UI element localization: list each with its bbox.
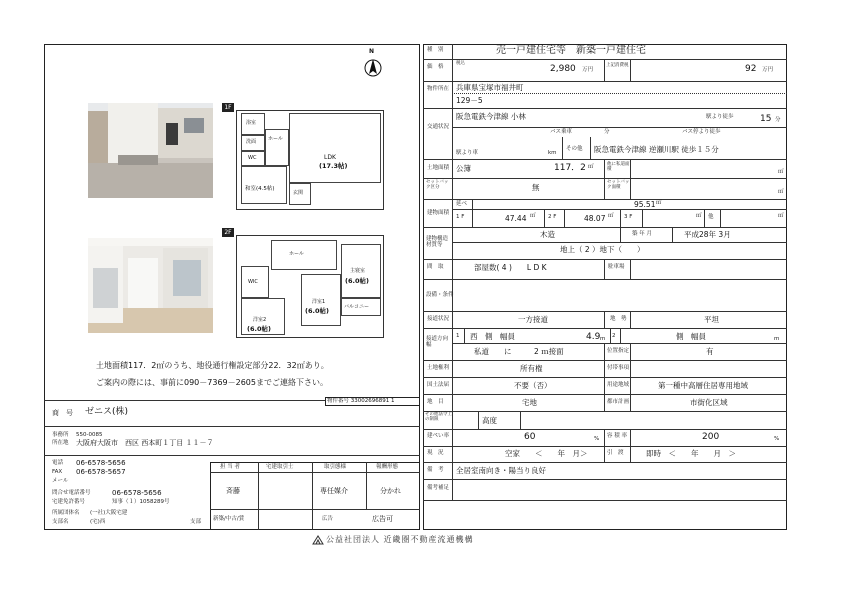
deal-ad-value: 広告可 [372, 515, 393, 523]
loc-value: 有 [706, 347, 714, 356]
assoc-label: 所属団体名 [52, 510, 80, 516]
price-value: 2,980 [550, 64, 576, 74]
mgmt-label: 付帯事項 [607, 365, 630, 371]
loc-label: 位置指定 [607, 348, 630, 354]
fax: 06-6578-5657 [76, 468, 126, 476]
plan-value: 市街化区域 [690, 398, 728, 407]
license-label: 宅建免許番号 [52, 499, 86, 505]
shushitsu-label: 主寝室 [350, 268, 366, 274]
tax-label: 上記消費税 [606, 63, 629, 68]
f1-unit: ㎡ [530, 213, 536, 219]
rights-value: 所有権 [520, 364, 543, 373]
road-dir1-no: 1 [456, 333, 460, 339]
address-label: 所在地 [52, 440, 69, 446]
inquiry: 06-6578-5656 [112, 489, 162, 497]
coverage-value: 60 [524, 432, 536, 442]
law-value: 不要（否） [514, 381, 552, 390]
year-value: 平成28年 3月 [684, 230, 731, 239]
deal-houshu: 分かれ [380, 487, 401, 495]
license: 知事（１）1058289号 [112, 499, 170, 505]
rights-label: 土地権利 [427, 365, 450, 371]
eki-label: 駅より車 [456, 150, 479, 156]
shogo-label: 商 号 [52, 409, 73, 417]
deal-header-1: 担 当 者 [220, 464, 240, 470]
chimoku-value: 宅地 [522, 398, 537, 407]
hall2-label: ホール [289, 251, 304, 257]
traffic-label: 交通状況 [427, 124, 450, 130]
setback-area-unit: ㎡ [778, 189, 784, 195]
branch: (宅)西 [90, 519, 106, 525]
road-label: 接道状況 [427, 316, 450, 322]
floor-1-badge: 1F [222, 103, 234, 112]
remarks-label: 備 考 [427, 467, 444, 473]
road-dir2: 側 幅員 [676, 332, 706, 341]
deliver-value: 即時 ＜ 年 月 ＞ [646, 449, 736, 458]
branch-label: 支部名 [52, 519, 69, 525]
main-title: 売一戸建住宅等 新築一戸建住宅 [496, 45, 646, 56]
deliver-label: 引 渡 [607, 450, 624, 456]
shogo: ゼニス(株) [85, 407, 129, 417]
mail-label: メール [52, 478, 69, 484]
postal: 550-0085 [76, 432, 103, 438]
ldk-label: LDK [324, 154, 336, 161]
traffic-line: 阪急電鉄今津線 小林 [456, 112, 526, 121]
coverage-unit: % [594, 436, 600, 442]
price-sub: 税込 [456, 61, 465, 66]
location-line-2: 129－5 [456, 96, 483, 105]
deal-torihiki: 専任媒介 [320, 487, 348, 495]
building-total: 95.51 [634, 200, 656, 209]
bath-label: 浴室 [246, 120, 257, 126]
walk-label: 駅より徒歩 [706, 114, 734, 120]
deal-tantou: 斉藤 [226, 487, 240, 495]
washitsu-label: 和室(4.5帖) [245, 186, 275, 192]
balcony-label: バルコニー [344, 304, 370, 310]
parking-label: 駐車場 [608, 264, 625, 270]
yoshitsu2-size-label: (6.0帖) [247, 325, 271, 333]
law-label: 国土法届 [427, 382, 450, 388]
f3-unit: ㎡ [696, 213, 702, 219]
f1-value: 47.44 [505, 214, 527, 223]
other-label: その他 [566, 146, 583, 152]
deal-header-3: 取引態様 [324, 464, 347, 470]
price-unit: 万円 [582, 67, 594, 73]
org-logo-icon [312, 535, 324, 545]
coverage-label: 建ぺい率 [427, 433, 450, 439]
f1-label: 1 F [456, 214, 465, 220]
status-label: 現 況 [427, 450, 444, 456]
private-road-label: 他に私道面積 [607, 162, 630, 172]
shushitsu-size-label: (6.0帖) [345, 277, 369, 285]
wic-label: WIC [248, 279, 258, 285]
remarks-value: 全居室南向き・陽当り良好 [456, 466, 546, 475]
private-road-unit: ㎡ [778, 169, 784, 175]
price-label: 価 格 [427, 64, 444, 70]
land-area: 117．2 [554, 163, 586, 173]
yoshitsu2-label: 洋室2 [253, 317, 267, 323]
other-limits-value: 高度 [482, 416, 497, 425]
land-area-label: 土地面積 [427, 165, 450, 171]
structure-label: 建物構造材質等 [426, 236, 449, 249]
ldk-size-label: (17.3帖) [319, 162, 348, 170]
road-dir1: 西 側 幅員 [470, 332, 515, 341]
note-line-1: 土地面積117．2㎡のうち、地役通行権設定部分22．32㎡あり。 [96, 361, 329, 370]
use-label: 用途地域 [607, 382, 630, 388]
floor-plan-1f [236, 110, 384, 210]
walk-unit: 分 [775, 117, 781, 123]
compass-label: N [369, 48, 375, 55]
other-access: 阪急電鉄今津線 逆瀬川駅 徒歩１５分 [594, 145, 719, 154]
use-value: 第一種中高層住居専用地域 [658, 381, 748, 390]
land-area-unit: ㎡ [588, 164, 594, 170]
room-stairs [271, 240, 337, 270]
bus-unit: 分 [604, 129, 610, 135]
deal-left-label-2: 新築/中古/賃 [213, 516, 245, 522]
f2-label: 2 F [548, 214, 557, 220]
yoshitsu1-label: 洋室1 [312, 299, 326, 305]
setback-value: 無 [532, 183, 540, 192]
tax-unit: 万円 [762, 67, 774, 73]
layout-value: 部屋数( 4 ) L D K [474, 263, 547, 272]
tel-label: 電話 [52, 460, 64, 466]
yoshitsu1-size-label: (6.0帖) [305, 307, 329, 315]
land-area-type: 公簿 [456, 164, 471, 173]
deal-header-2: 宅建取引士 [266, 464, 294, 470]
floor-2-badge: 2F [222, 228, 234, 237]
other-area-unit: ㎡ [778, 213, 784, 219]
road-kind: 私道 に 2 ｍ接面 [474, 347, 564, 356]
wc-label: WC [248, 155, 257, 161]
f3-label: 3 F [624, 214, 633, 220]
room-washitsu [241, 166, 287, 204]
equipment-label: 設備・条件 [426, 292, 454, 298]
road-dir-label: 接道方向幅 [426, 336, 449, 349]
assoc: (一社)大阪宅建 [90, 510, 128, 516]
building-total-label: 延べ [456, 201, 468, 207]
walk-value: 15 [760, 114, 772, 124]
status-value: 空家 ＜ 年 月＞ [505, 449, 588, 458]
setback-area-label: セットバック面積 [607, 180, 630, 190]
other-limits-label: その他法令上の制限 [425, 412, 452, 422]
tel: 06-6578-5656 [76, 459, 126, 467]
room-ldk [289, 113, 381, 183]
floor-plan-2f [236, 235, 384, 338]
far-unit: % [774, 436, 780, 442]
footer-org: 公益社団法人 近畿圏不動産流通機構 [326, 535, 474, 544]
type-label: 種 別 [427, 47, 444, 53]
remarks-supp-label: 備考補足 [427, 485, 450, 491]
km-label: km [548, 150, 557, 156]
building-total-unit: ㎡ [656, 200, 662, 206]
note-line-2: ご案内の際には、事前に090－7369－2605までご連絡下さい。 [96, 378, 328, 387]
location-line-1: 兵庫県宝塚市福井町 [456, 83, 524, 92]
deal-header-4: 報酬形態 [376, 464, 399, 470]
road-dir2-unit: m [774, 336, 780, 342]
setback-label: セットバック区分 [426, 180, 449, 190]
other-area-label: 他 [708, 214, 714, 220]
road-dir1-width: 4.9 [586, 332, 601, 342]
bus-label: バス乗車 [550, 129, 573, 135]
hall-label: ホール [268, 136, 283, 142]
deal-ad-label: 広告 [322, 516, 334, 522]
tax-value: 92 [745, 64, 757, 74]
plan-label: 都市計画 [607, 399, 630, 405]
genkan-label: 玄関 [293, 190, 304, 196]
senmen-label: 洗面 [246, 139, 257, 145]
road-dir1-unit: m [600, 336, 606, 342]
far-label: 容 積 率 [607, 433, 627, 439]
chimoku-label: 地 目 [427, 399, 444, 405]
location-label: 物件所在 [427, 86, 450, 92]
f2-value: 48.07 [584, 214, 606, 223]
inquiry-label: 問合せ電話番号 [52, 490, 91, 496]
bus-stop-label: バス停より徒歩 [682, 129, 721, 135]
building-area-label: 建物面積 [427, 210, 450, 216]
road-value: 一方接道 [518, 315, 548, 324]
cert-no: 物件番号 33002696891 1 [327, 398, 395, 404]
exterior-photo [88, 103, 213, 198]
floors-value: 地上（ 2 ）地下（ ） [560, 245, 645, 254]
structure-value: 木造 [540, 230, 555, 239]
f2-unit: ㎡ [608, 213, 614, 219]
branch-suffix: 支部 [190, 519, 202, 525]
fax-label: FAX [52, 469, 63, 475]
road-dir2-no: 2 [612, 333, 616, 339]
terrain-label: 地 勢 [610, 316, 627, 322]
address: 大阪府大阪市 西区 西本町１丁目 １１－７ [76, 439, 214, 447]
layout-label: 間 取 [427, 264, 444, 270]
far-value: 200 [702, 432, 720, 442]
interior-photo [88, 238, 213, 333]
terrain-value: 平坦 [704, 315, 719, 324]
room-hall [265, 129, 289, 166]
year-label: 築 年 月 [632, 231, 652, 237]
office-label: 事務所 [52, 432, 69, 438]
